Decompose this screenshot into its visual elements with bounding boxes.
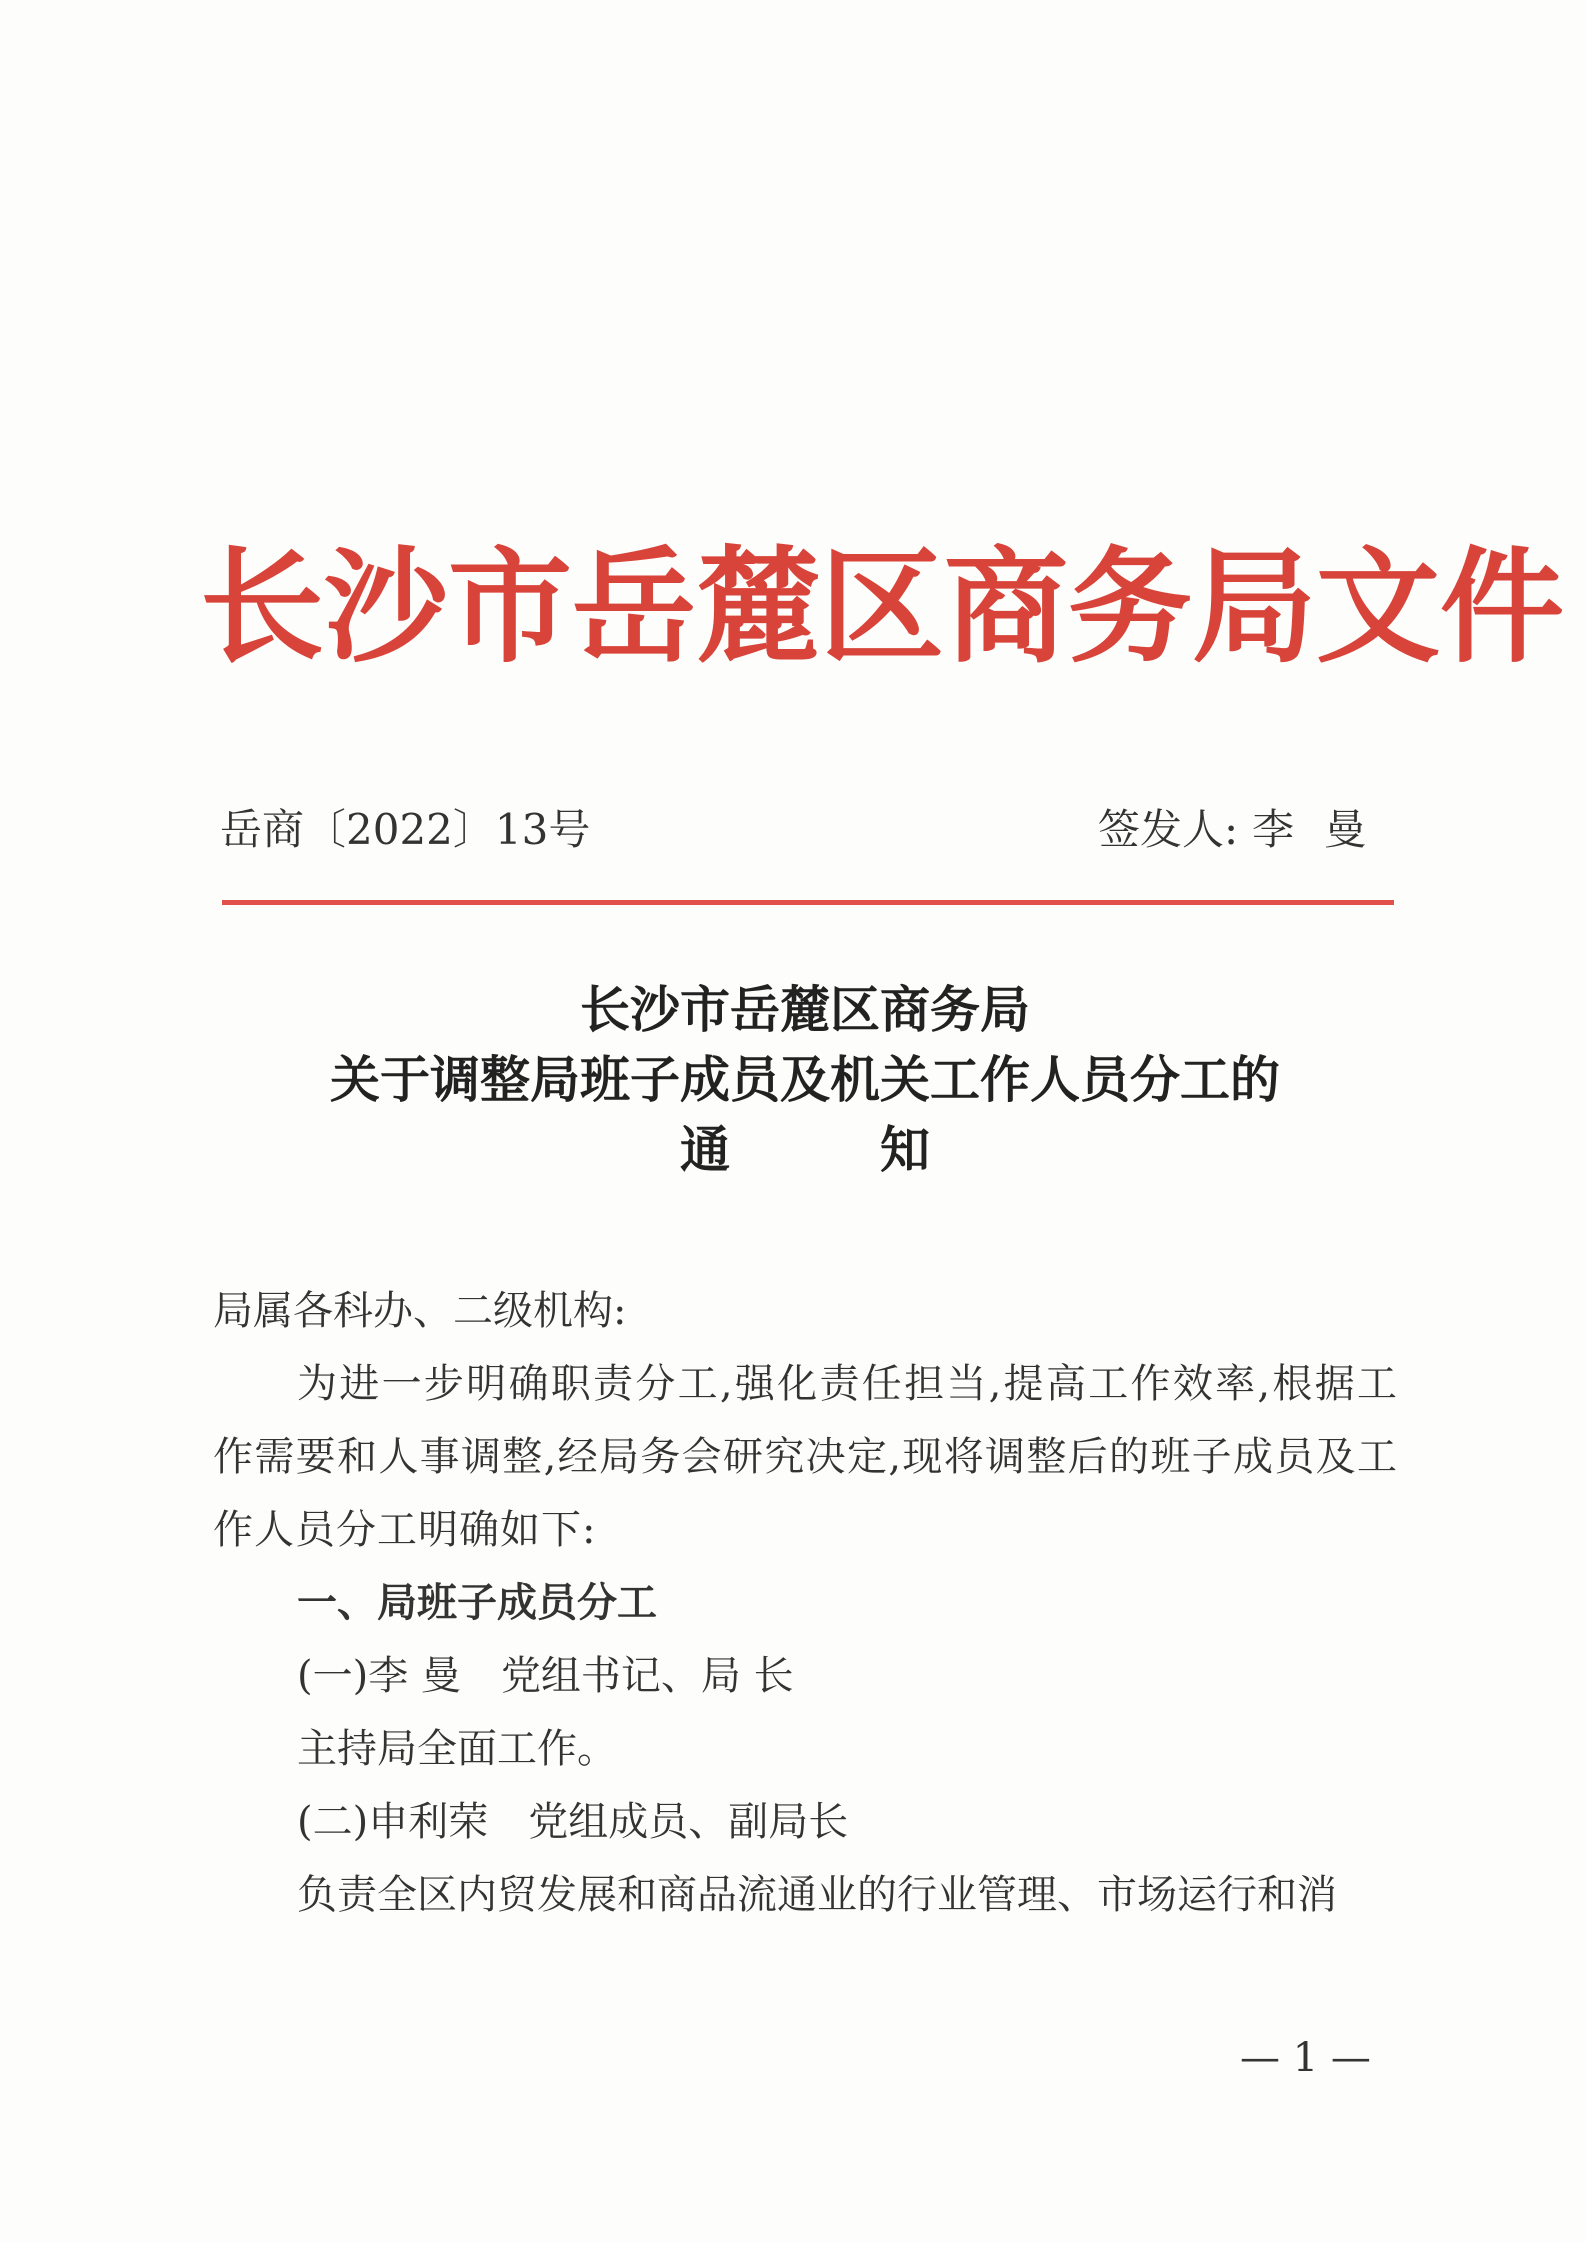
item-2-number: (二) — [297, 1799, 369, 1845]
item-2-duty: 负责全区内贸发展和商品流通业的行业管理、市场运行和消 — [297, 1872, 1337, 1918]
body-text — [213, 1275, 1398, 1932]
signer-name: 李曼 — [1252, 805, 1397, 854]
intro-paragraph: 为进一步明确职责分工,强化责任担当,提高工作效率,根据工作需要和人事调整,经局务会研究决定,现将调整后的班子成员及工作人员分工明确如下: — [213, 1361, 1398, 1553]
title-line-1: 长沙市岳麓区商务局 — [580, 980, 1030, 1039]
item-2-name: 申利荣 — [368, 1799, 489, 1845]
item-2-heading — [213, 1786, 1398, 1859]
section-heading-1: 一、局班子成员分工 — [297, 1580, 657, 1626]
item-1-heading — [213, 1640, 1398, 1713]
title-line-3: 通知 — [680, 1120, 1080, 1179]
addressee: 局属各科办、二级机构: — [213, 1288, 627, 1334]
document-number: 岳商〔2022〕13号 — [220, 805, 591, 854]
item-1-duty: 主持局全面工作。 — [297, 1726, 617, 1772]
signer-row — [1098, 800, 1396, 860]
title-line-2: 关于调整局班子成员及机关工作人员分工的 — [330, 1050, 1280, 1109]
document-title — [200, 975, 1410, 1185]
item-1-name: 李 曼 — [368, 1653, 461, 1699]
red-separator-rule — [222, 900, 1394, 905]
item-1-title: 党组书记、局 长 — [500, 1653, 794, 1699]
item-1-number: (一) — [297, 1653, 369, 1699]
masthead-title: 长沙市岳麓区商务局文件 — [200, 535, 1565, 680]
signer-label: 签发人: — [1098, 805, 1239, 854]
item-2-title: 党组成员、副局长 — [528, 1799, 849, 1845]
page-number: — 1 — — [1240, 2035, 1371, 2081]
